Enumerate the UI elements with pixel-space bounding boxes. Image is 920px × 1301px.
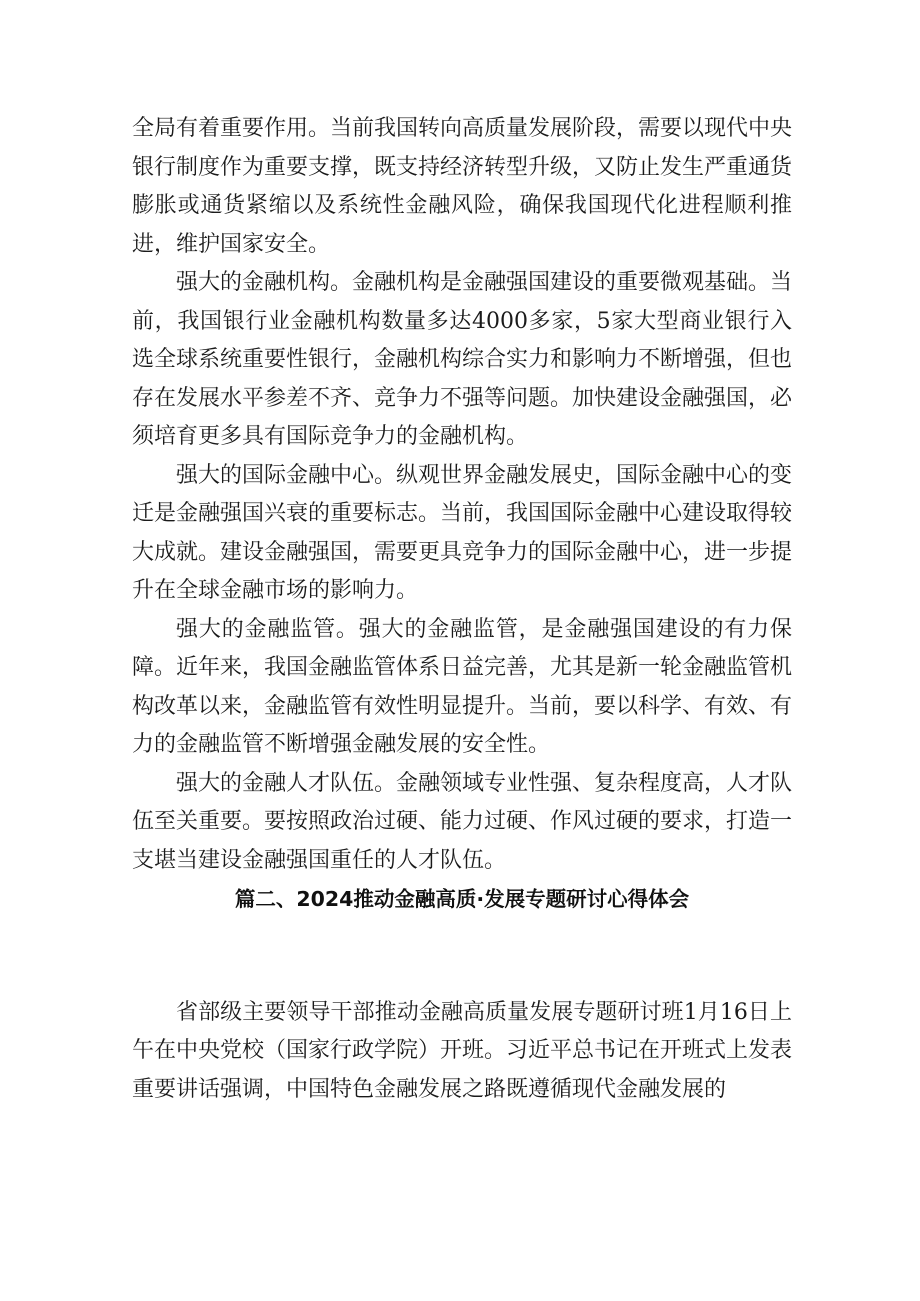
paragraph-continuation: 全局有着重要作用。当前我国转向高质量发展阶段，需要以现代中央银行制度作为重要支撑，既支持经济转型升级，又防止发生严重通货膨胀或通货紧缩以及系统性金融风险，确保我国现代化进程顺利推进，维护国家安全。: [132, 116, 793, 257]
document-body: [132, 110, 792, 1109]
paragraph-financial-center: 强大的国际金融中心。纵观世界金融发展史，国际金融中心的变迁是金融强国兴衰的重要标志。当前，我国国际金融中心建设取得较大成就。建设金融强国，需要更具竞争力的国际金融中心，进一步提升在全球金融市场的影响力。: [132, 462, 793, 603]
paragraph-seminar-opening: 省部级主要领导干部推动金融高质量发展专题研讨班1月16日上午在中央党校（国家行政学院）开班。习近平总书记在开班式上发表重要讲话强调，中国特色金融发展之路既遵循现代金融发展的: [132, 999, 793, 1102]
paragraph-financial-institutions: 强大的金融机构。金融机构是金融强国建设的重要微观基础。当前，我国银行业金融机构数量多达4000多家，5家大型商业银行入选全球系统重要性银行，金融机构综合实力和影响力不断增强，但也存在发展水平参差不齐、竞争力不强等问题。加快建设金融强国，必须培育更多具有国际竞争力的金融机构。: [132, 270, 793, 449]
section-heading: 篇二、2024推动金融高质·发展专题研讨心得体会: [234, 887, 690, 911]
section-spacer: [132, 919, 792, 994]
paragraph-financial-talent: 强大的金融人才队伍。金融领域专业性强、复杂程度高，人才队伍至关重要。要按照政治过硬、能力过硬、作风过硬的要求，打造一支堪当建设金融强国重任的人才队伍。: [132, 770, 793, 873]
paragraph-financial-supervision: 强大的金融监管。强大的金融监管，是金融强国建设的有力保障。近年来，我国金融监管体系日益完善，尤其是新一轮金融监管机构改革以来，金融监管有效性明显提升。当前，要以科学、有效、有力的金融监管不断增强金融发展的安全性。: [132, 616, 793, 757]
